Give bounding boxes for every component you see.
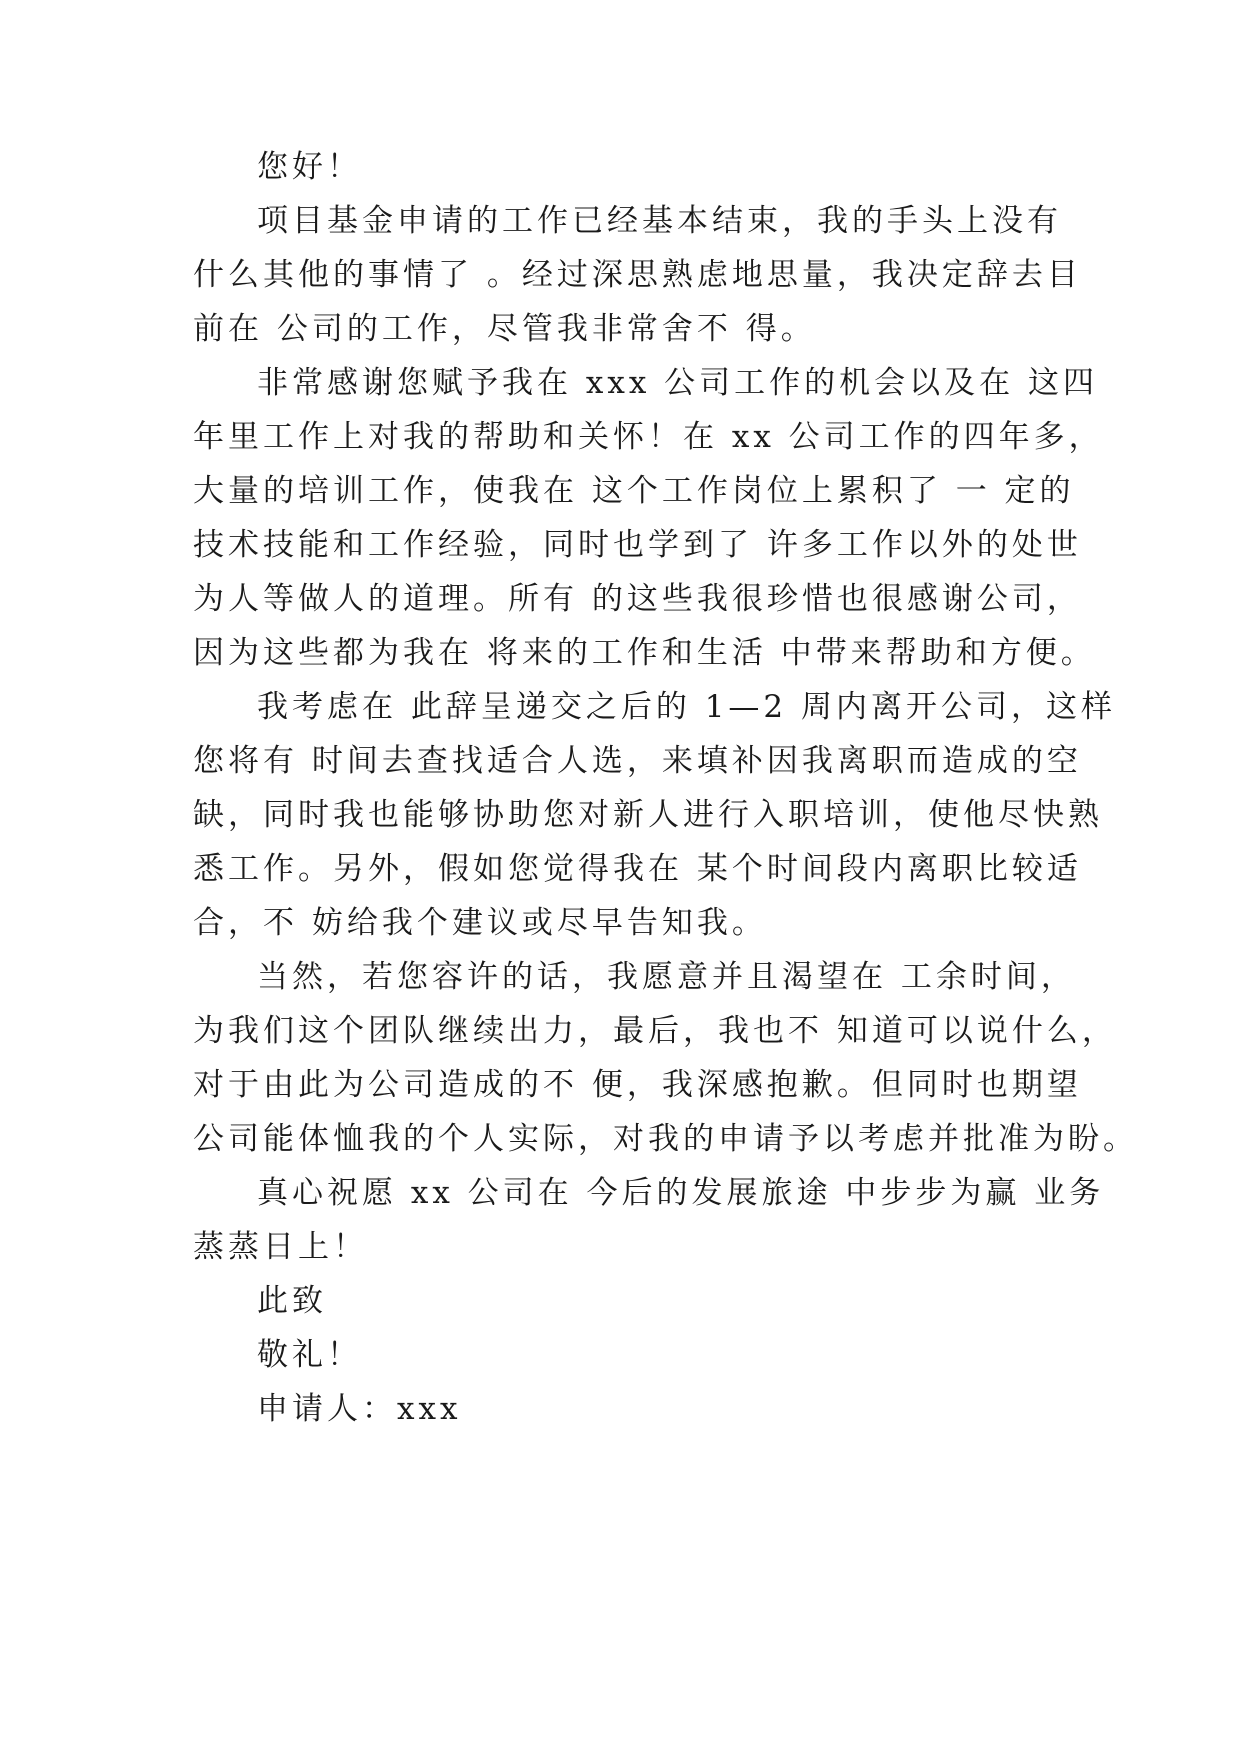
- signature: 申请人：xxx: [257, 1391, 462, 1427]
- paragraph-2-line-2: 年里工作上对我的帮助和关怀！在 xx 公司工作的四年多，: [193, 419, 1104, 455]
- closing-salutation: 此致: [257, 1283, 327, 1319]
- paragraph-2-line-5: 为人等做人的道理。所有 的这些我很珍惜也很感谢公司，: [193, 581, 1082, 617]
- paragraph-1-line-1: 项目基金申请的工作已经基本结束，我的手头上没有: [257, 203, 1062, 239]
- greeting: 您好！: [257, 149, 362, 185]
- paragraph-1-line-3: 前在 公司的工作，尽管我非常舍不 得。: [193, 311, 816, 347]
- paragraph-5-line-2: 蒸蒸日上！: [193, 1229, 368, 1265]
- paragraph-2-line-1: 非常感谢您赋予我在 xxx 公司工作的机会以及在 这四: [257, 365, 1099, 401]
- paragraph-5-line-1: 真心祝愿 xx 公司在 今后的发展旅途 中步步为赢 业务: [257, 1175, 1105, 1211]
- paragraph-4-line-4: 公司能体恤我的个人实际，对我的申请予以考虑并批准为盼。: [193, 1121, 1138, 1157]
- paragraph-3-line-1: 我考虑在 此辞呈递交之后的 1—2 周内离开公司，这样: [257, 689, 1117, 725]
- paragraph-2-line-3: 大量的培训工作，使我在 这个工作岗位上累积了 一 定的: [193, 473, 1075, 509]
- paragraph-4-line-3: 对于由此为公司造成的不 便，我深感抱歉。但同时也期望: [193, 1067, 1082, 1103]
- paragraph-2-line-6: 因为这些都为我在 将来的工作和生活 中带来帮助和方便。: [193, 635, 1096, 671]
- closing-respect: 敬礼！: [257, 1337, 362, 1373]
- paragraph-4-line-1: 当然，若您容许的话，我愿意并且渴望在 工余时间，: [257, 959, 1076, 995]
- paragraph-3-line-2: 您将有 时间去查找适合人选，来填补因我离职而造成的空: [193, 743, 1082, 779]
- paragraph-3-line-3: 缺，同时我也能够协助您对新人进行入职培训，使他尽快熟: [193, 797, 1103, 833]
- paragraph-3-line-5: 合，不 妨给我个建议或尽早告知我。: [193, 905, 767, 941]
- paragraph-2-line-4: 技术技能和工作经验，同时也学到了 许多工作以外的处世: [193, 527, 1082, 563]
- paragraph-3-line-4: 悉工作。另外，假如您觉得我在 某个时间段内离职比较适: [193, 851, 1082, 887]
- paragraph-1-line-2: 什么其他的事情了 。经过深思熟虑地思量，我决定辞去目: [193, 257, 1082, 293]
- paragraph-4-line-2: 为我们这个团队继续出力，最后，我也不 知道可以说什么，: [193, 1013, 1117, 1049]
